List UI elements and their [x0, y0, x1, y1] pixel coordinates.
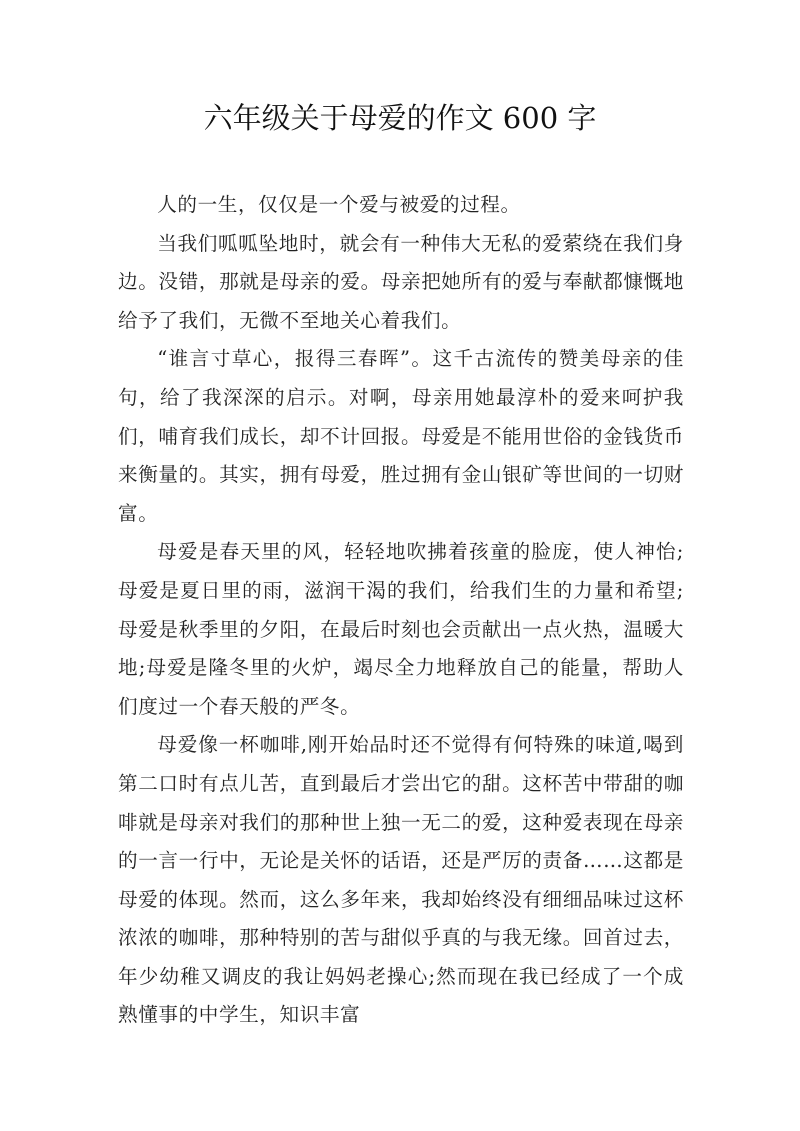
document-body — [118, 186, 684, 1035]
paragraph: 母爱像一杯咖啡,刚开始品时还不觉得有何特殊的味道,喝到第二口时有点儿苦，直到最后才尝出它的甜。这杯苦中带甜的咖啡就是母亲对我们的那种世上独一无二的爱，这种爱表现在母亲的一言一行中，无论是关怀的话语，还是严厉的责备……这都是母爱的体现。然而，这么多年来，我却始终没有细细品味过这杯浓浓的咖啡，那种特别的苦与甜似乎真的与我无缘。回首过去，年少幼稚又调皮的我让妈妈老操心;然而现在我已经成了一个成熟懂事的中学生，知识丰富 — [118, 733, 684, 1027]
paragraph: 母爱是春天里的风，轻轻地吹拂着孩童的脸庞，使人神怡;母爱是夏日里的雨，滋润干渴的我们，给我们生的力量和希望;母爱是秋季里的夕阳，在最后时刻也会贡献出一点火热，温暖大地;母爱是隆冬里的火炉，竭尽全力地释放自己的能量，帮助人们度过一个春天般的严冬。 — [118, 540, 684, 718]
paragraph: 当我们呱呱坠地时，就会有一种伟大无私的爱萦绕在我们身边。没错，那就是母亲的爱。母亲把她所有的爱与奉献都慷慨地给予了我们，无微不至地关心着我们。 — [118, 231, 684, 332]
document-title: 六年级关于母爱的作文 600 字 — [203, 101, 597, 135]
paragraph: “谁言寸草心，报得三春晖”。这千古流传的赞美母亲的佳句，给了我深深的启示。对啊，母亲用她最淳朴的爱来呵护我们，哺育我们成长，却不计回报。母爱是不能用世俗的金钱货币来衡量的。其实，拥有母爱，胜过拥有金山银矿等世间的一切财富。 — [118, 347, 684, 525]
paragraph: 人的一生，仅仅是一个爱与被爱的过程。 — [157, 193, 521, 216]
